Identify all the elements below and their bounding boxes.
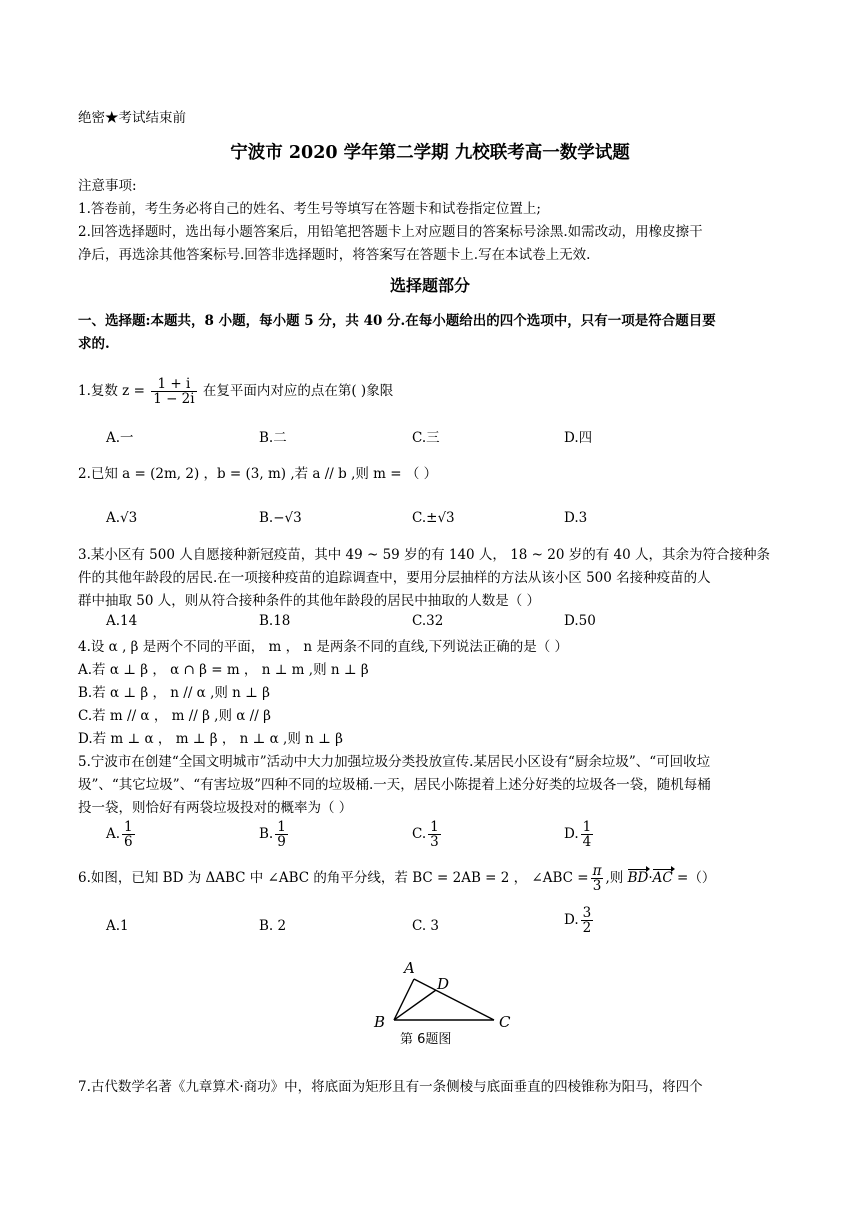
part1-instructions-1: 一、选择题:本题共，8 小题，每小题 5 分，共 40 分.在每小题给出的四个选项中，只有一项是符合题目要 [78, 313, 716, 329]
q3-option-d: D.50 [564, 613, 596, 629]
q1-option-a: A.一 [106, 430, 134, 446]
figure-caption: 第 6题图 [400, 1032, 452, 1047]
q1-option-b: B.二 [259, 430, 287, 446]
q2-option-a: A.√3 [106, 510, 138, 526]
part1-instructions-2: 求的. [78, 336, 110, 352]
q1-prefix: 1.复数 z = [78, 383, 145, 400]
q5-option-c-den: 3 [430, 834, 439, 851]
q5-option-a [106, 820, 137, 849]
question-3-line-3: 群中抽取 50 人，则从符合接种条件的其他年龄段的居民中抽取的人数是（ ） [78, 593, 541, 609]
q5-option-c-num: 1 [430, 819, 439, 835]
q4-option-d: D.若 m ⊥ α ， m ⊥ β ， n ⊥ α ,则 n ⊥ β [78, 731, 343, 747]
secret-label: 绝密★考试结束前 [78, 110, 186, 126]
notice-line-1: 1.答卷前，考生务必将自己的姓名、考生号等填写在答题卡和试卷指定位置上; [78, 201, 541, 217]
q6-option-a: A.1 [106, 918, 129, 934]
q6-dot: · [648, 870, 653, 887]
q5-option-b-label: B. [259, 826, 274, 843]
section-title: 选择题部分 [389, 276, 470, 295]
label-c: C [499, 1013, 511, 1031]
q6-pi-num: π [592, 863, 602, 879]
label-b: B [374, 1013, 386, 1031]
edge-bd [394, 990, 436, 1020]
q5-option-d [564, 820, 595, 849]
q1-fraction-num: 1 + i [151, 377, 196, 392]
q5-option-a-num: 1 [124, 819, 133, 835]
question-3-line-1: 3.某小区有 500 人自愿接种新冠疫苗，其中 49 ~ 59 岁的有 140 人， 18 ~ 20 岁的有 40 人，其余为符合接种条 [78, 547, 771, 563]
q1-fraction [151, 377, 196, 406]
q6-vector-bd: BD [627, 870, 649, 887]
q5-option-c-frac [428, 820, 441, 849]
q5-option-d-den: 4 [582, 834, 592, 851]
q3-option-a: A.14 [106, 613, 138, 629]
q5-option-d-label: D. [564, 826, 579, 843]
question-5-line-3: 投一袋，则恰好有两袋垃圾投对的概率为（ ） [78, 800, 353, 816]
question-5-line-2: 圾”、“其它垃圾”、“有害垃圾”四种不同的垃圾桶.一天，居民小陈提着上述分好类的垃圾各一袋，随机每桶 [78, 777, 711, 793]
q4-option-b: B.若 α ⊥ β ， n // α ,则 n ⊥ β [78, 685, 270, 701]
question-2-stem: 2.已知 a = (2m, 2) ，b = (3, m) ,若 a // b ,则 m = （ ） [78, 466, 438, 482]
q5-option-b [259, 820, 290, 849]
q5-option-a-den: 6 [124, 834, 133, 851]
q6-text-1: 6.如图，已知 BD 为 ΔABC 中 ∠ABC 的角平分线，若 BC = 2AB = 2 ， ∠ABC = [78, 870, 589, 887]
q3-option-c: C.32 [412, 613, 444, 629]
q4-option-c: C.若 m // α ， m // β ,则 α // β [78, 708, 271, 724]
edge-ba [394, 979, 414, 1020]
q5-option-b-frac [275, 820, 288, 849]
q6-text-2: ,则 [605, 870, 624, 887]
q6-option-d-den: 2 [582, 920, 592, 937]
q6-pi-fraction [591, 864, 604, 893]
q6-text-3: =（） [677, 870, 716, 887]
q2-option-d: D.3 [564, 510, 588, 526]
question-5-line-1: 5.宁波市在创建“全国文明城市”活动中大力加强垃圾分类投放宣传.某居民小区设有“厨余垃圾”、“可回收垃 [78, 754, 711, 770]
q5-option-d-frac [581, 820, 594, 849]
q2-option-b: B.−√3 [259, 510, 302, 526]
q4-option-a: A.若 α ⊥ β ， α ∩ β = m ， n ⊥ m ,则 n ⊥ β [78, 662, 369, 678]
q6-option-c: C. 3 [412, 918, 440, 934]
q5-option-c [412, 820, 443, 849]
edge-ac [414, 979, 494, 1020]
q1-suffix: 在复平面内对应的点在第( )象限 [202, 383, 394, 400]
q5-option-b-den: 9 [277, 834, 286, 851]
q6-option-d-label: D. [564, 912, 579, 929]
q6-vector-ac: AC [652, 870, 673, 887]
q5-option-a-frac [122, 820, 135, 849]
q1-fraction-den: 1 − 2i [153, 391, 195, 408]
q5-option-b-num: 1 [277, 819, 286, 835]
label-a: A [404, 959, 415, 977]
question-7-line-1: 7.古代数学名著《九章算术·商功》中，将底面为矩形且有一条侧棱与底面垂直的四棱锥称为阳马，将四个 [78, 1079, 703, 1095]
notice-heading: 注意事项: [78, 178, 137, 194]
triangle-figure [370, 958, 530, 1048]
q1-option-d: D.四 [564, 430, 593, 446]
exam-title: 宁波市 2020 学年第二学期 九校联考高一数学试题 [230, 143, 630, 163]
label-d: D [437, 975, 450, 993]
q3-option-b: B.18 [259, 613, 291, 629]
q5-option-d-num: 1 [582, 819, 592, 835]
question-4-stem: 4.设 α , β 是两个不同的平面， m ， n 是两条不同的直线,下列说法正确的是（ ） [78, 639, 569, 655]
q6-option-d-frac [581, 906, 594, 935]
q6-option-d-num: 3 [582, 905, 592, 921]
question-3-line-2: 件的其他年龄段的居民.在一项接种疫苗的追踪调查中，要用分层抽样的方法从该小区 500 名接种疫苗的人 [78, 570, 711, 586]
q1-option-c: C.三 [412, 430, 440, 446]
notice-line-2a: 2.回答选择题时，选出每小题答案后，用铅笔把答题卡上对应题目的答案标号涂黑.如需改动，用橡皮擦干 [78, 224, 703, 240]
q6-pi-den: 3 [592, 878, 602, 895]
q2-option-c: C.±√3 [412, 510, 455, 526]
q5-option-a-label: A. [106, 826, 121, 843]
question-1-stem [78, 377, 393, 406]
q6-option-b: B. 2 [259, 918, 287, 934]
q5-option-c-label: C. [412, 826, 427, 843]
q6-option-d [564, 906, 595, 935]
notice-line-2b: 净后，再选涂其他答案标号.回答非选择题时，将答案写在答题卡上.写在本试卷上无效. [78, 247, 591, 263]
question-6-stem [78, 864, 715, 893]
